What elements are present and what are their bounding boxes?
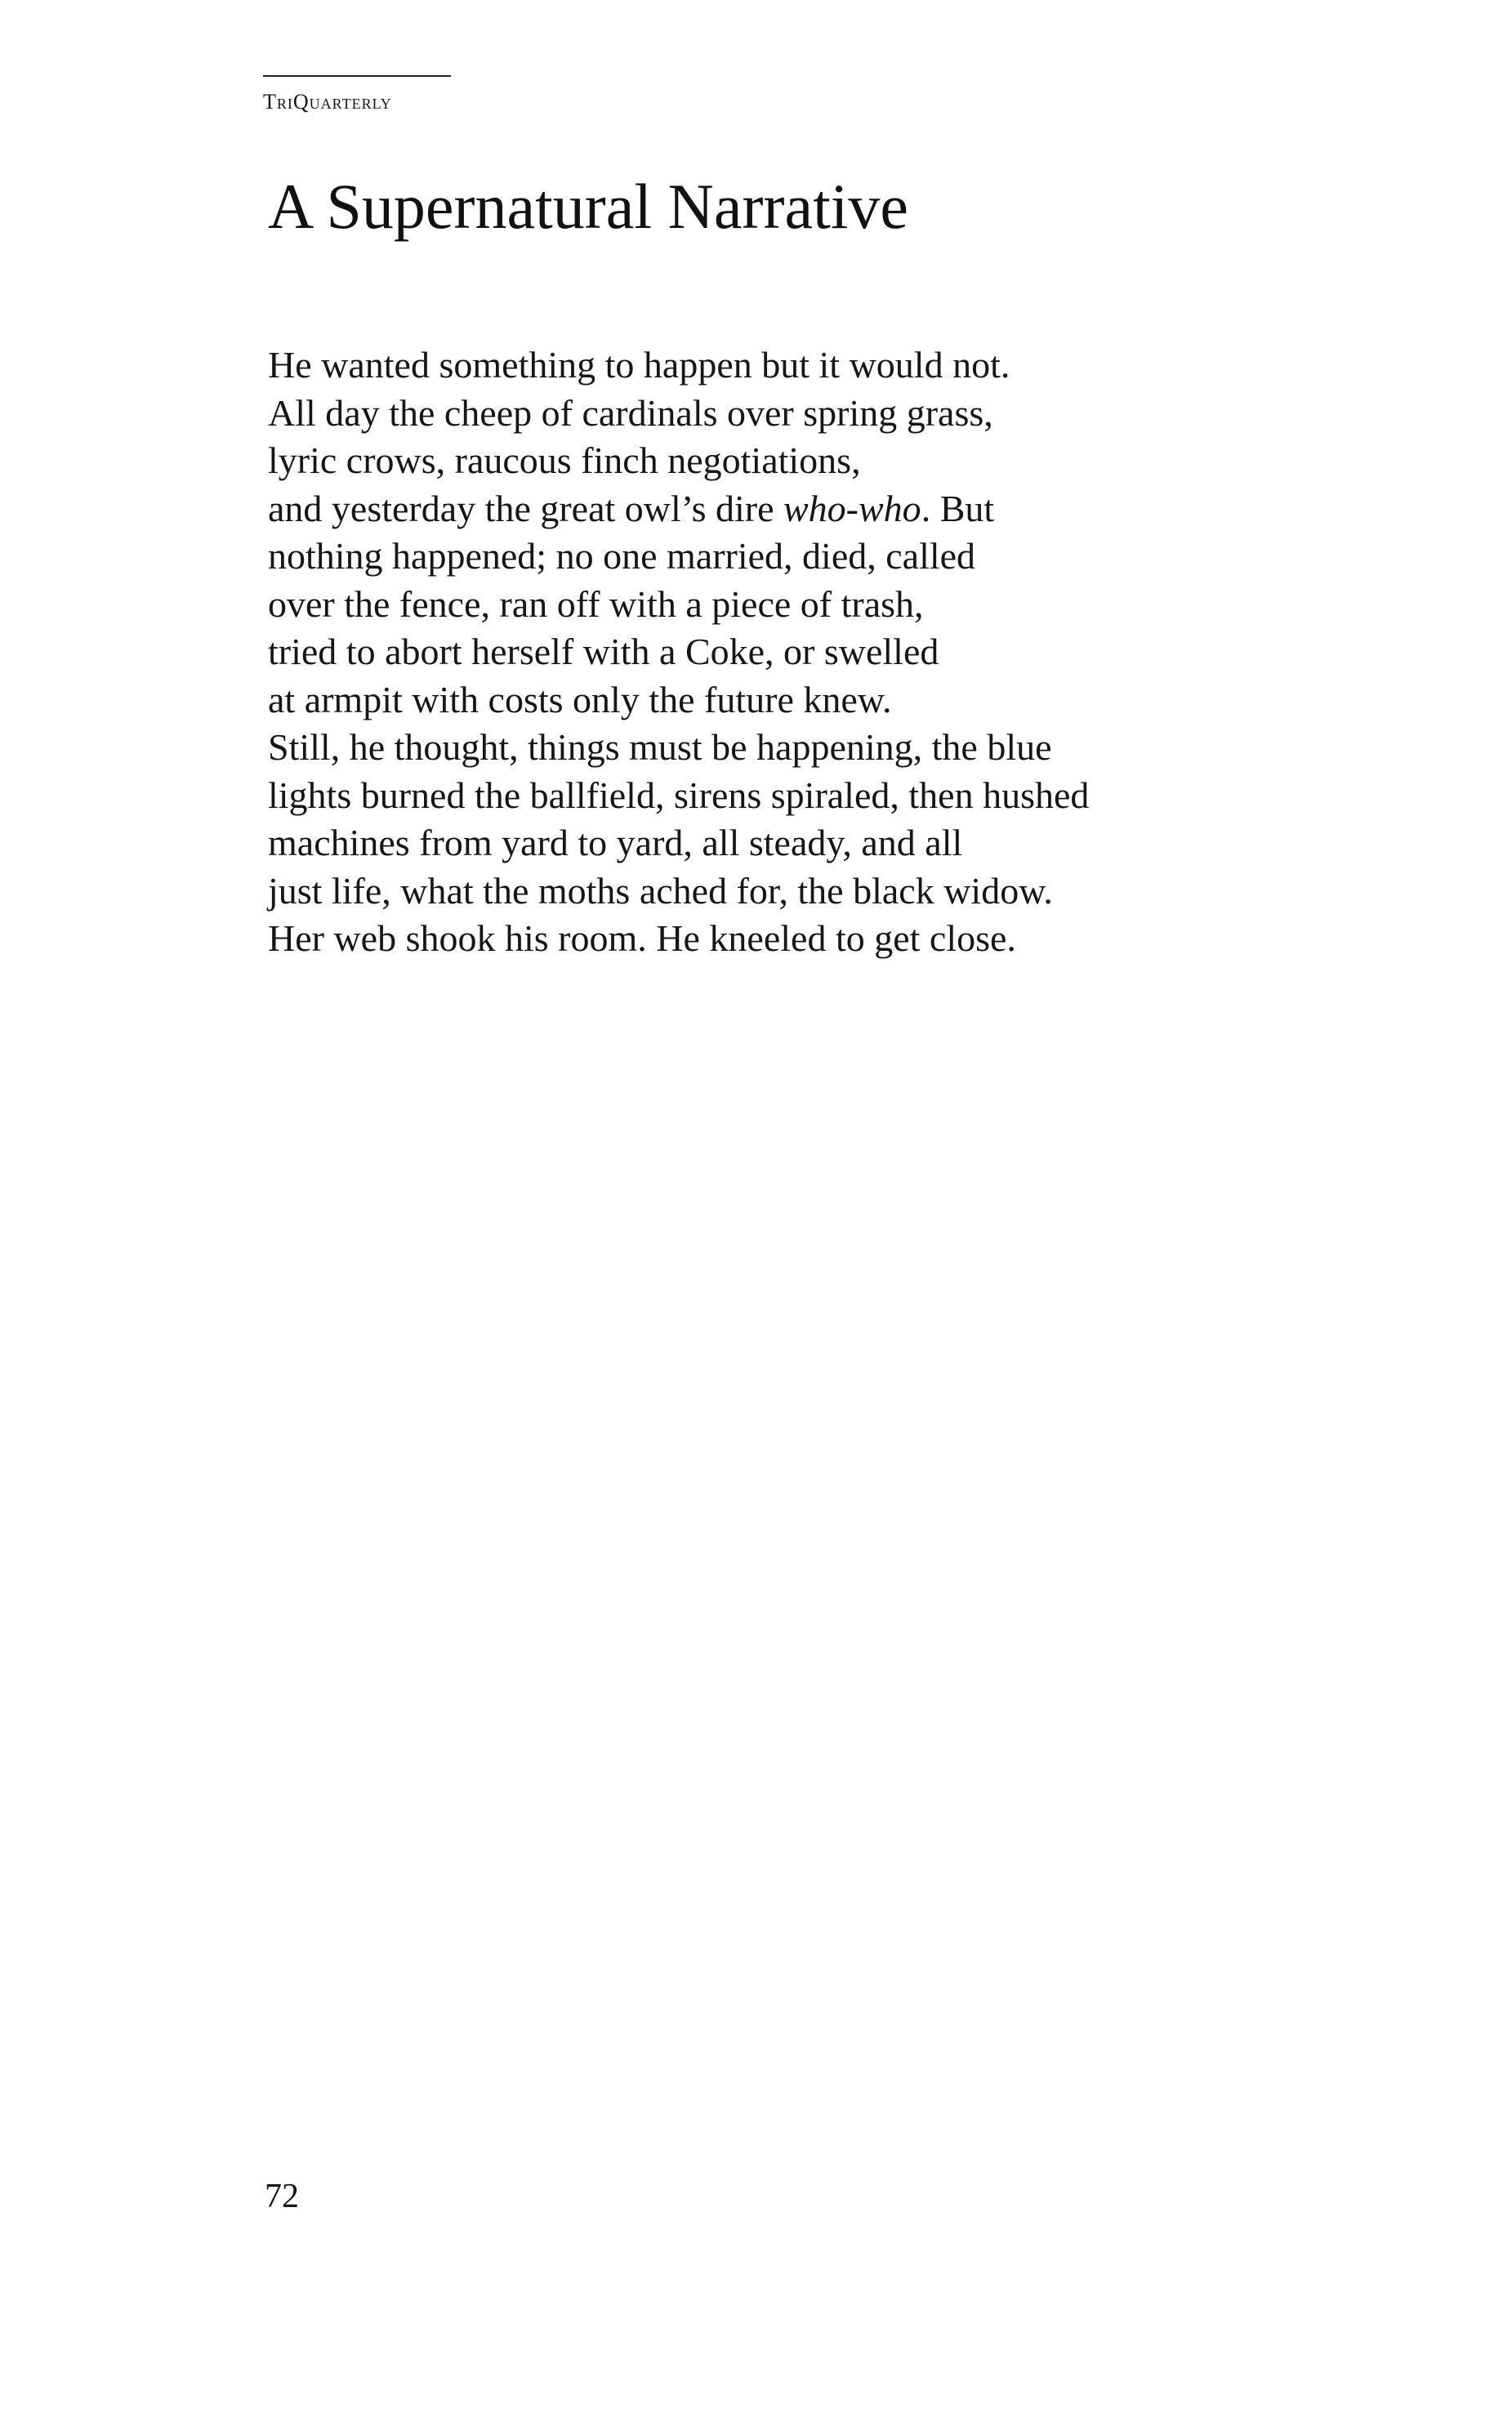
poem-line-9: Still, he thought, things must be happening, the blue [268, 726, 1052, 768]
poem-line-12: just life, what the moths ached for, the black widow. [268, 869, 1053, 912]
poem-line-4 [268, 485, 1089, 533]
poem-body [268, 341, 1089, 963]
poem-line-6: over the fence, ran off with a piece of trash, [268, 582, 924, 625]
poem-line-1: He wanted something to happen but it would not. [268, 344, 1010, 386]
poem-line-13: Her web shook his room. He kneeled to get close. [268, 917, 1016, 959]
poem-line-3: lyric crows, raucous finch negotiations, [268, 439, 861, 481]
running-head: TriQuarterly [263, 75, 451, 114]
poem-line-4-end: . But [921, 487, 995, 529]
page-number: 72 [265, 2178, 299, 2215]
poem-title: A Supernatural Narrative [268, 171, 909, 242]
poem-line-7: tried to abort herself with a Coke, or swelled [268, 631, 939, 672]
poem-line-2: All day the cheep of cardinals over spring grass, [268, 391, 993, 434]
poem-line-4-italic: who-who [783, 487, 921, 529]
poem-line-4-start: and yesterday the great owl’s dire [268, 487, 783, 529]
poem-line-10: lights burned the ballfield, sirens spiraled, then hushed [268, 774, 1090, 816]
poem-line-5: nothing happened; no one married, died, called [268, 535, 976, 577]
poem-line-11: machines from yard to yard, all steady, and all [268, 822, 963, 863]
poem-line-8: at armpit with costs only the future knew. [268, 678, 892, 720]
